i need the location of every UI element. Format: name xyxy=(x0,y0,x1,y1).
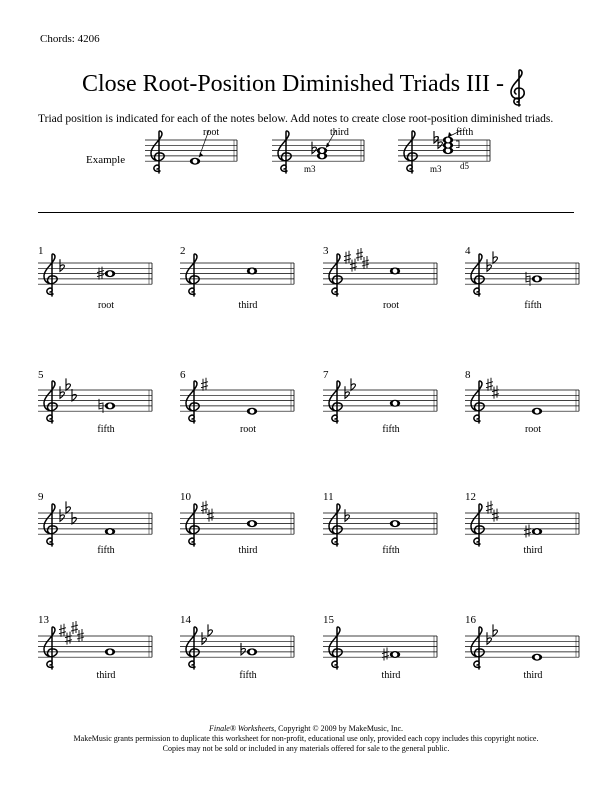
position-label: third xyxy=(523,670,543,681)
flat-icon xyxy=(493,624,497,636)
treble-clef-icon xyxy=(186,627,199,669)
exercise-number: 16 xyxy=(465,614,476,626)
exercise-number: 3 xyxy=(323,245,329,257)
treble-clef-icon xyxy=(329,381,342,423)
flat-icon xyxy=(312,142,316,154)
footer-line1: , Copyright © 2009 by MakeMusic, Inc. xyxy=(274,724,404,733)
sharp-icon xyxy=(350,259,357,272)
treble-clef-icon xyxy=(44,254,57,296)
flat-icon xyxy=(60,509,64,521)
exercise-number: 11 xyxy=(323,491,334,503)
instructions: Triad position is indicated for each of the notes below. Add notes to create close root-position diminished triads. xyxy=(38,113,554,125)
flat-icon xyxy=(487,259,491,271)
treble-clef-icon xyxy=(329,254,342,296)
treble-clef-icon xyxy=(329,627,342,669)
treble-clef-icon xyxy=(151,131,164,173)
sharp-icon xyxy=(492,386,499,399)
position-label: third xyxy=(381,670,401,681)
treble-clef-icon xyxy=(186,504,199,546)
example-arrow-label: root xyxy=(203,127,220,138)
sharp-icon xyxy=(71,621,78,634)
exercise-number: 14 xyxy=(180,614,191,626)
flat-icon xyxy=(66,378,70,390)
treble-clef-icon xyxy=(471,504,484,546)
sharp-icon xyxy=(77,629,84,642)
sharp-icon xyxy=(524,525,531,538)
treble-clef-icon xyxy=(186,381,199,423)
treble-clef-icon xyxy=(186,254,199,296)
position-label: root xyxy=(524,424,542,435)
flat-icon xyxy=(487,632,491,644)
flat-icon xyxy=(72,512,76,524)
flat-icon xyxy=(202,632,206,644)
exercise-number: 8 xyxy=(465,369,471,381)
treble-clef-icon xyxy=(404,131,417,173)
sharp-icon xyxy=(344,251,351,264)
sharp-icon xyxy=(356,248,363,261)
treble-clef-icon xyxy=(44,381,57,423)
position-label: fifth xyxy=(382,545,400,556)
sharp-icon xyxy=(382,648,389,661)
flat-icon xyxy=(345,386,349,398)
exercise-number: 12 xyxy=(465,491,476,503)
footer-line3: Copies may not be sold or included in any materials offered for sale to the general public. xyxy=(162,744,450,753)
span-label: d5 xyxy=(460,161,469,171)
position-label: fifth xyxy=(239,670,257,681)
position-label: root xyxy=(97,300,115,311)
position-label: third xyxy=(523,545,543,556)
position-label: root xyxy=(382,300,400,311)
interval-label: m3 xyxy=(430,164,442,174)
sharp-icon xyxy=(362,256,369,269)
exercise-number: 2 xyxy=(180,245,186,257)
position-label: fifth xyxy=(97,424,115,435)
flat-icon xyxy=(60,259,64,271)
exercise-number: 13 xyxy=(38,614,49,626)
exercise-number: 5 xyxy=(38,369,44,381)
footer xyxy=(0,724,612,754)
footer-title: Finale® Worksheets xyxy=(208,724,275,733)
exercise-number: 1 xyxy=(38,245,44,257)
exercise-number: 15 xyxy=(323,614,334,626)
treble-clef-icon xyxy=(471,381,484,423)
position-label: third xyxy=(238,545,258,556)
treble-clef-icon xyxy=(278,131,291,173)
worksheet-code: Chords: 4206 xyxy=(40,33,100,45)
exercise-number: 10 xyxy=(180,491,191,503)
example-arrow-label: fifth xyxy=(456,127,474,138)
position-label: fifth xyxy=(524,300,542,311)
title-text: Close Root-Position Diminished Triads III - xyxy=(81,70,505,97)
treble-clef-icon xyxy=(44,504,57,546)
sharp-icon xyxy=(59,624,66,637)
interval-label: m3 xyxy=(304,164,316,174)
example-label: Example xyxy=(86,154,126,166)
exercise-number: 7 xyxy=(323,369,329,381)
flat-icon xyxy=(351,378,355,390)
position-label: third xyxy=(238,300,258,311)
treble-clef-icon xyxy=(471,254,484,296)
flat-icon xyxy=(60,386,64,398)
sharp-icon xyxy=(492,509,499,522)
sharp-icon xyxy=(486,501,493,514)
treble-clef-icon xyxy=(471,627,484,669)
treble-clef-icon xyxy=(44,627,57,669)
footer-line2: MakeMusic grants permission to duplicate this worksheet for non-profit, educational use only, provided each copy includes this copyright notice. xyxy=(73,734,539,743)
sharp-icon xyxy=(65,632,72,645)
position-label: fifth xyxy=(382,424,400,435)
flat-icon xyxy=(208,624,212,636)
flat-icon xyxy=(345,509,349,521)
position-label: fifth xyxy=(97,545,115,556)
flat-icon xyxy=(493,251,497,263)
treble-clef-icon xyxy=(329,504,342,546)
position-label: third xyxy=(96,670,116,681)
flat-icon xyxy=(66,501,70,513)
sharp-icon xyxy=(201,378,208,391)
flat-icon xyxy=(241,643,245,655)
interval-bracket xyxy=(456,141,459,148)
example-arrow-label: third xyxy=(330,127,349,138)
arrow-head xyxy=(199,152,203,157)
exercise-number: 6 xyxy=(180,369,186,381)
exercise-number: 4 xyxy=(465,245,471,257)
exercise-number: 9 xyxy=(38,491,44,503)
sharp-icon xyxy=(207,509,214,522)
flat-icon xyxy=(72,389,76,401)
sharp-icon xyxy=(486,378,493,391)
position-label: root xyxy=(239,424,257,435)
arrow-head xyxy=(326,143,330,148)
sharp-icon xyxy=(201,501,208,514)
